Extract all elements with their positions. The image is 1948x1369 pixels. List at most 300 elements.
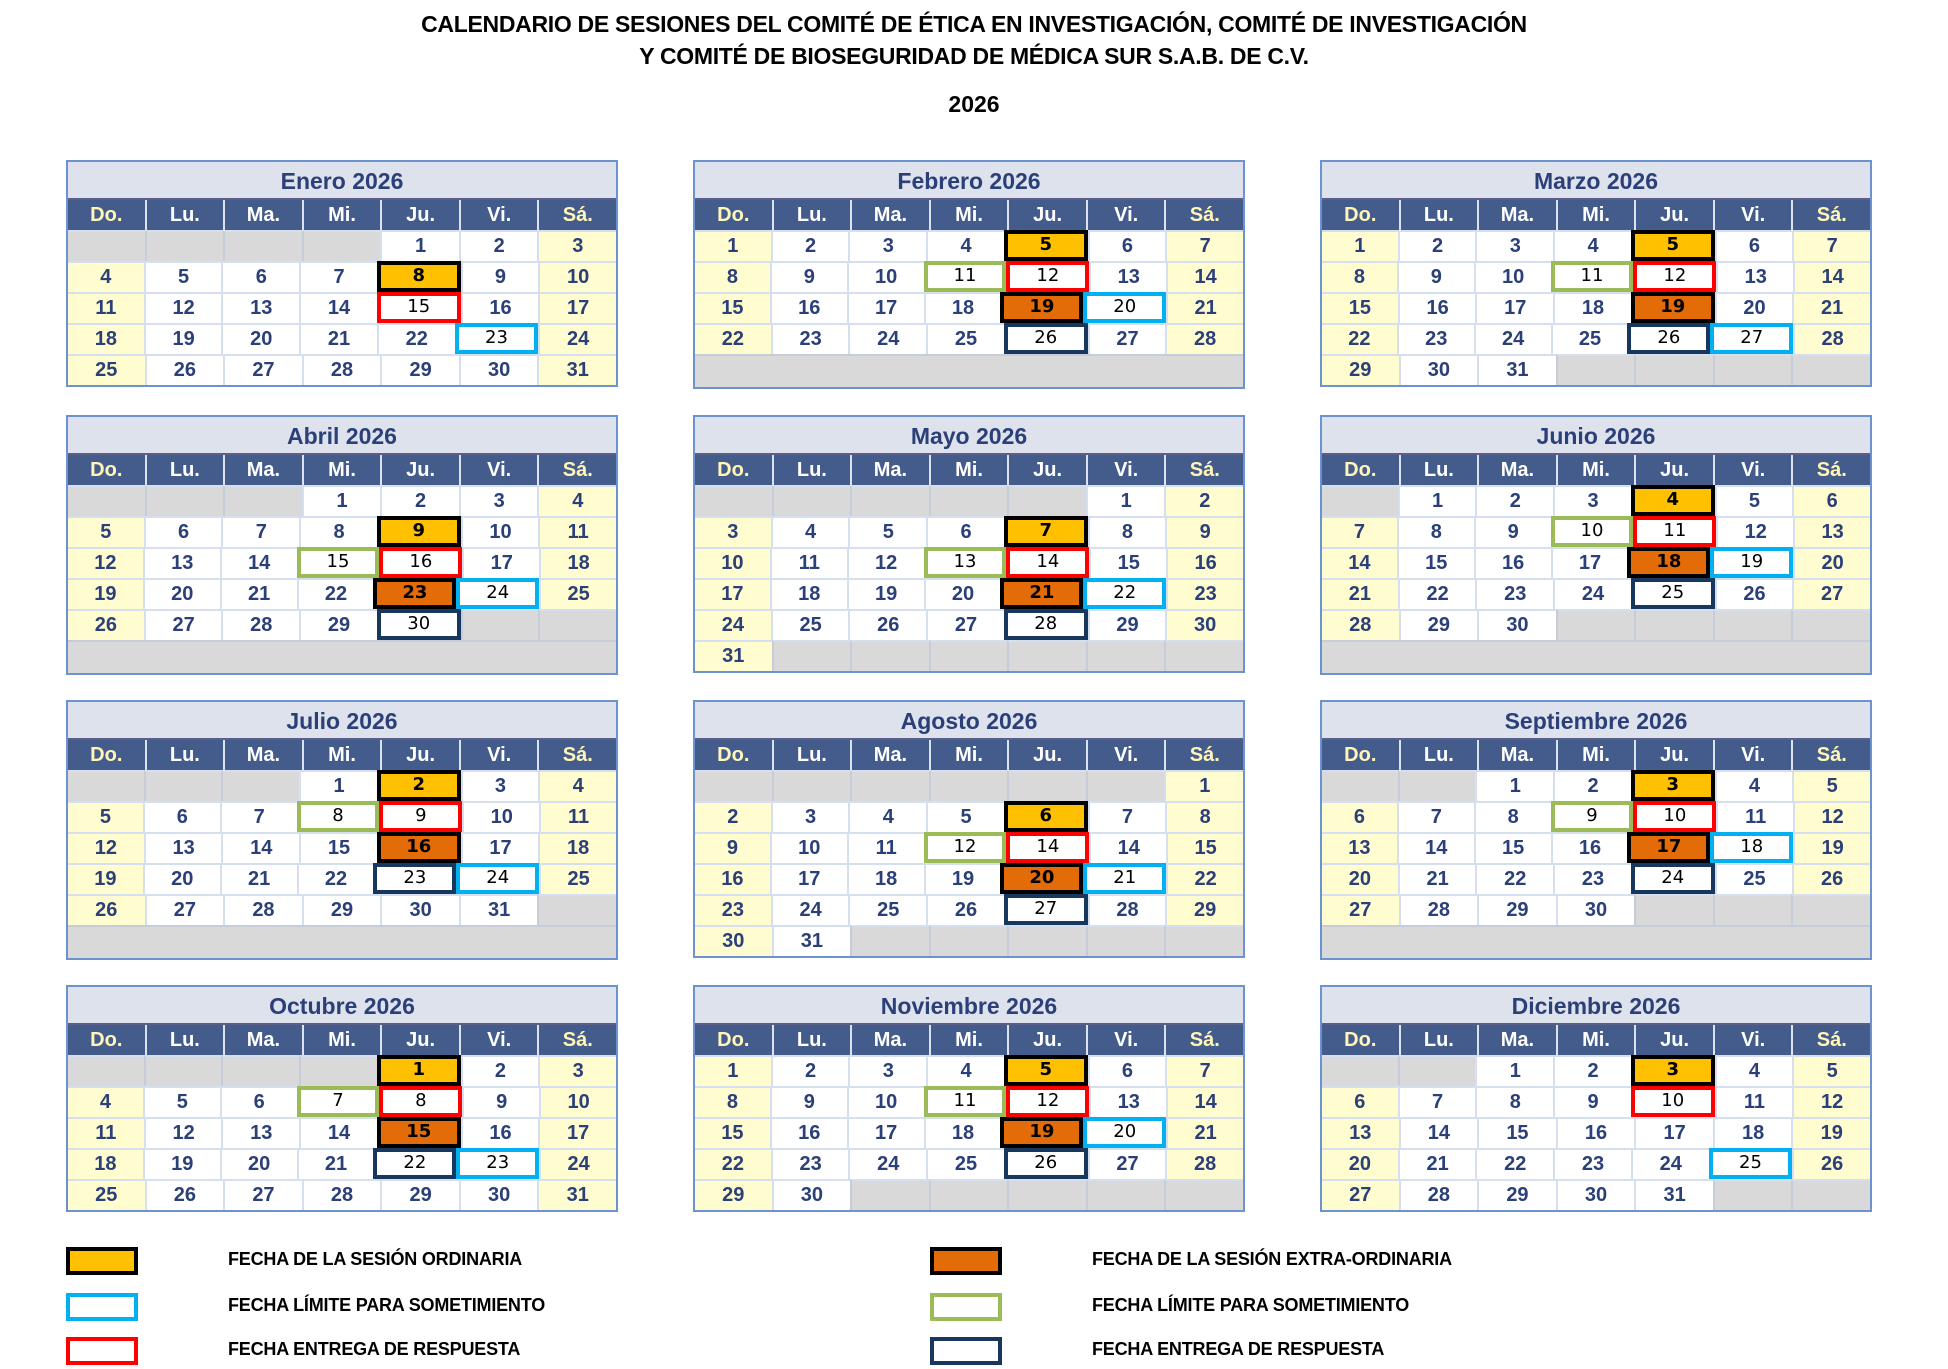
day-cell: 7 [1792,230,1870,261]
day-cell: 6 [1088,1055,1166,1086]
day-cell: 7 [1165,1055,1243,1086]
day-cell-ordinary-session: 4 [1631,485,1715,516]
day-cell: 20 [1322,863,1398,894]
weekday-label: Vi. [1086,1025,1165,1055]
day-cell-submission-deadline: 23 [455,323,539,354]
day-cell: 28 [1088,894,1166,925]
empty-day-cell [1007,485,1086,516]
day-cell: 19 [924,863,1001,894]
day-cell: 3 [771,801,849,832]
weekday-label: Vi. [1713,455,1792,485]
day-cell-submission-deadline: 9 [1551,801,1634,832]
legend-response-delivery-red [66,1333,138,1369]
weekday-label: Lu. [772,740,851,770]
week-row [695,323,1243,354]
day-cell: 26 [68,894,145,925]
day-cell: 15 [1397,547,1474,578]
day-cell-response-delivery: 10 [1633,801,1716,832]
empty-day-cell [1322,1055,1398,1086]
empty-day-cell [68,230,145,261]
legend-label-submission-cyan: FECHA LÍMITE PARA SOMETIMIENTO [228,1295,545,1315]
empty-day-cell [1086,640,1165,671]
legend-label-response-red: FECHA ENTREGA DE RESPUESTA [228,1339,521,1359]
day-cell: 9 [695,832,770,863]
day-cell: 8 [695,1086,770,1117]
day-cell: 18 [847,863,924,894]
day-cell: 12 [144,292,222,323]
day-cell: 10 [1474,261,1551,292]
day-cell: 21 [1398,1148,1476,1179]
day-cell: 4 [1553,230,1631,261]
week-row [695,516,1243,547]
day-cell: 6 [1322,1086,1398,1117]
empty-day-cell [850,770,929,801]
day-cell: 3 [695,516,771,547]
day-cell: 2 [1398,230,1476,261]
month-title: Agosto 2026 [695,702,1243,740]
weekday-label: Ma. [223,1025,302,1055]
day-cell: 30 [1556,1179,1635,1210]
day-cell: 30 [772,1179,851,1210]
weekday-label: Do. [1344,204,1377,226]
day-cell: 13 [1089,261,1166,292]
day-cell: 8 [1088,516,1166,547]
week-row [68,1179,616,1210]
day-cell: 10 [462,801,539,832]
day-cell-submission-deadline: 20 [1083,292,1166,323]
empty-day-cell [299,1055,377,1086]
day-cell: 22 [297,578,374,609]
day-cell-submission-deadline: 10 [1551,516,1634,547]
day-cell: 7 [221,516,299,547]
day-cell-response-delivery: 14 [1006,547,1089,578]
day-cell-response-delivery: 10 [1631,1086,1715,1117]
day-cell: 30 [1399,354,1478,385]
day-cell: 30 [459,354,538,385]
legend-label-response-navy: FECHA ENTREGA DE RESPUESTA [1092,1339,1385,1359]
day-cell: 2 [695,801,771,832]
week-row [695,925,1243,956]
weekday-label: Mi. [1556,740,1635,770]
legend-swatch-extraordinary-icon [930,1247,1002,1275]
day-cell: 14 [1397,832,1474,863]
week-row [68,485,616,516]
empty-day-cell [1086,925,1165,956]
weekday-header-row [1322,740,1870,770]
week-row [1322,1117,1870,1148]
weekday-label: Vi. [459,740,538,770]
week-row [68,292,616,323]
day-cell: 29 [380,1179,459,1210]
month-title: Diciembre 2026 [1322,987,1870,1025]
day-cell: 28 [302,1179,381,1210]
weekday-label: Vi. [459,455,538,485]
day-cell: 24 [539,1148,616,1179]
empty-day-cell [223,485,302,516]
month-calendar [66,700,618,960]
day-cell: 19 [1793,832,1870,863]
day-cell: 15 [299,832,377,863]
weekday-label: Lu. [145,1025,224,1055]
day-cell: 16 [770,1117,847,1148]
empty-week-filler [68,640,616,673]
week-row [695,1086,1243,1117]
legend-label-extraordinary: FECHA DE LA SESIÓN EXTRA-ORDINARIA [1092,1249,1452,1269]
week-row [695,770,1243,801]
week-row [1322,547,1870,578]
weekday-label: Ju. [1634,740,1713,770]
day-cell-response-delivery: 12 [1633,261,1716,292]
day-cell: 30 [380,894,459,925]
month-calendar [66,160,618,387]
day-cell-ordinary-session: 6 [1004,801,1088,832]
day-cell: 14 [1399,1117,1478,1148]
legend-label-ordinary: FECHA DE LA SESIÓN ORDINARIA [228,1249,523,1269]
day-cell: 26 [145,354,224,385]
day-cell: 1 [1164,770,1243,801]
day-cell: 6 [1322,801,1397,832]
day-cell: 20 [221,323,299,354]
month-calendar [1320,160,1872,387]
day-cell: 18 [68,1148,143,1179]
empty-day-cell [461,609,539,640]
empty-day-cell [929,485,1008,516]
week-row [68,1055,616,1086]
weekday-label: Vi. [459,1025,538,1055]
day-cell: 8 [1474,801,1551,832]
day-cell: 28 [1399,1179,1478,1210]
day-cell: 24 [771,894,849,925]
month-title: Septiembre 2026 [1322,702,1870,740]
day-cell: 23 [1553,863,1631,894]
day-cell: 24 [1474,323,1551,354]
day-cell: 8 [1397,516,1474,547]
day-cell-response-delivery: 27 [1004,894,1088,925]
empty-day-cell [1164,640,1243,671]
day-cell: 9 [770,1086,847,1117]
day-cell: 15 [695,1117,770,1148]
day-cell: 23 [771,1148,849,1179]
weekday-label: Lu. [772,455,851,485]
day-cell: 23 [1553,1148,1631,1179]
day-cell: 15 [1089,547,1166,578]
day-cell: 29 [1477,894,1556,925]
weekday-label: Sá. [1791,200,1870,230]
day-cell: 27 [1322,1179,1399,1210]
day-cell: 18 [539,547,616,578]
document-title-line-1: CALENDARIO DE SESIONES DEL COMITÉ DE ÉTICA EN INVESTIGACIÓN, COMITÉ DE INVESTIGACIÓN [421,11,1527,37]
legend-submission-deadline-cyan [66,1289,138,1325]
day-cell: 25 [771,609,849,640]
day-cell: 19 [143,1148,220,1179]
day-cell-response-delivery: 12 [1006,1086,1089,1117]
day-cell: 27 [1088,1148,1166,1179]
day-cell: 13 [221,1117,299,1148]
day-cell-response-delivery: 23 [373,863,456,894]
legend-swatch-red-icon [66,1337,138,1365]
day-cell: 2 [771,230,849,261]
day-cell-response-delivery: 14 [1006,832,1089,863]
day-cell-submission-deadline: 8 [297,801,380,832]
day-cell: 8 [299,516,377,547]
day-cell: 23 [695,894,771,925]
day-cell-submission-deadline: 24 [456,863,539,894]
day-cell: 29 [1399,609,1478,640]
empty-day-cell [1556,354,1635,385]
day-cell: 6 [144,516,222,547]
week-row [695,863,1243,894]
empty-day-cell [1713,354,1792,385]
day-cell: 28 [1399,894,1478,925]
day-cell: 6 [143,801,220,832]
day-cell: 10 [770,832,847,863]
empty-day-cell [68,1055,144,1086]
empty-day-cell [1791,609,1870,640]
day-cell: 22 [377,323,455,354]
week-row [1322,261,1870,292]
day-cell-ordinary-session: 5 [1004,1055,1088,1086]
weekday-label: Do. [1344,459,1377,481]
day-cell: 1 [1475,770,1553,801]
day-cell: 2 [1553,1055,1631,1086]
weekday-label: Ju. [1634,1025,1713,1055]
day-cell: 17 [461,832,539,863]
day-cell: 31 [1477,354,1556,385]
day-cell-ordinary-session: 3 [1631,1055,1715,1086]
day-cell: 30 [459,1179,538,1210]
day-cell: 3 [848,230,926,261]
day-cell: 20 [143,578,220,609]
day-cell: 8 [1165,801,1243,832]
day-cell: 14 [221,832,299,863]
day-cell: 22 [1322,323,1397,354]
weekday-label: Lu. [1399,740,1478,770]
weekday-label: Mi. [302,740,381,770]
weekday-label: Do. [90,744,123,766]
weekday-label: Mi. [1556,455,1635,485]
day-cell: 15 [695,292,770,323]
weekday-header-row [1322,1025,1870,1055]
empty-day-cell [145,485,224,516]
weekday-label: Mi. [929,455,1008,485]
day-cell: 11 [770,547,847,578]
weekday-label: Ju. [380,740,459,770]
day-cell: 31 [772,925,851,956]
month-title: Junio 2026 [1322,417,1870,455]
weekday-label: Sá. [1791,455,1870,485]
legend-swatch-ordinary-icon [66,1247,138,1275]
day-cell-submission-deadline: 21 [1083,863,1166,894]
weekday-label: Vi. [1086,740,1165,770]
day-cell: 30 [1165,609,1243,640]
weekday-label: Vi. [1713,1025,1792,1055]
weekday-label: Ma. [850,740,929,770]
empty-day-cell [1713,1179,1792,1210]
month-calendar [1320,415,1872,675]
empty-day-cell [1086,770,1165,801]
day-cell: 18 [770,578,847,609]
empty-day-cell [68,770,144,801]
day-cell: 1 [380,230,459,261]
weekday-label: Lu. [145,200,224,230]
day-cell: 24 [1631,1148,1709,1179]
day-cell: 7 [1165,230,1243,261]
week-row [1322,1179,1870,1210]
week-row [1322,485,1870,516]
week-row [695,640,1243,671]
weekday-label: Do. [90,204,123,226]
day-cell: 10 [461,516,539,547]
week-row [1322,516,1870,547]
weekday-label: Ju. [1007,740,1086,770]
day-cell-ordinary-session: 3 [1631,770,1715,801]
day-cell: 14 [1166,1086,1243,1117]
empty-day-cell [1164,925,1243,956]
day-cell: 21 [1398,863,1476,894]
day-cell: 12 [847,547,924,578]
week-row [68,578,616,609]
weekday-label: Ju. [1634,455,1713,485]
month-calendar [693,700,1245,958]
day-cell: 6 [221,261,299,292]
day-cell-extraordinary-session: 19 [1000,1117,1083,1148]
weekday-label: Do. [1344,1029,1377,1051]
day-cell: 1 [1475,1055,1553,1086]
week-row [695,292,1243,323]
day-cell: 5 [1792,1055,1870,1086]
day-cell: 27 [144,609,222,640]
weekday-header-row [695,740,1243,770]
weekday-header-row [1322,455,1870,485]
day-cell: 25 [848,894,926,925]
weekday-label: Mi. [1556,200,1635,230]
weekday-label: Ju. [1634,200,1713,230]
empty-day-cell [929,1179,1008,1210]
day-cell: 7 [1322,516,1397,547]
week-row [1322,801,1870,832]
day-cell: 30 [1556,894,1635,925]
weekday-label: Ma. [223,455,302,485]
day-cell: 9 [1474,516,1551,547]
week-row [68,801,616,832]
day-cell: 20 [220,1148,297,1179]
day-cell: 11 [1716,801,1793,832]
day-cell: 21 [299,323,377,354]
day-cell: 28 [1165,323,1243,354]
weekday-header-row [68,1025,616,1055]
day-cell: 13 [221,292,299,323]
day-cell: 21 [220,578,297,609]
legend-swatch-navy-icon [930,1337,1002,1365]
day-cell-extraordinary-session: 16 [377,832,461,863]
weekday-label: Ma. [1477,200,1556,230]
week-row [695,230,1243,261]
day-cell: 26 [926,894,1004,925]
weekday-label: Lu. [145,740,224,770]
day-cell: 4 [1715,1055,1793,1086]
day-cell: 1 [299,770,377,801]
weekday-label: Vi. [459,200,538,230]
day-cell: 2 [380,485,459,516]
day-cell: 5 [144,261,222,292]
weekday-label: Ma. [850,200,929,230]
day-cell: 21 [220,863,297,894]
day-cell: 27 [145,894,224,925]
week-row [68,354,616,385]
day-cell: 1 [302,485,381,516]
day-cell: 30 [1477,609,1556,640]
empty-day-cell [929,925,1008,956]
day-cell-ordinary-session: 9 [377,516,461,547]
day-cell: 2 [461,1055,539,1086]
month-calendar [1320,985,1872,1212]
week-row [695,485,1243,516]
day-cell: 4 [537,485,616,516]
day-cell: 2 [1475,485,1553,516]
day-cell: 24 [848,323,926,354]
day-cell: 5 [1792,770,1870,801]
weekday-label: Ju. [380,1025,459,1055]
weekday-label: Sá. [1791,1025,1870,1055]
day-cell-submission-deadline: 11 [924,261,1007,292]
day-cell-response-delivery: 26 [1627,323,1710,354]
day-cell-response-delivery: 26 [1004,1148,1088,1179]
weekday-label: Vi. [1713,200,1792,230]
day-cell: 29 [380,354,459,385]
day-cell: 17 [695,578,770,609]
day-cell: 22 [695,1148,771,1179]
week-row [68,516,616,547]
legend-submission-deadline-green [930,1289,1002,1325]
week-row [68,770,616,801]
day-cell: 16 [1398,292,1476,323]
weekday-label: Sá. [537,455,616,485]
empty-day-cell [1007,925,1086,956]
day-cell: 3 [537,230,616,261]
month-title: Febrero 2026 [695,162,1243,200]
weekday-label: Ma. [223,740,302,770]
week-row [68,832,616,863]
legend-response-delivery-navy [930,1333,1002,1369]
day-cell-extraordinary-session: 19 [1000,292,1083,323]
day-cell: 13 [1793,516,1870,547]
day-cell: 16 [695,863,770,894]
day-cell-extraordinary-session: 21 [1000,578,1083,609]
month-calendar [66,985,618,1212]
day-cell: 9 [1397,261,1474,292]
day-cell: 19 [68,863,143,894]
day-cell: 15 [1477,1117,1556,1148]
empty-week-filler [1322,640,1870,673]
weekday-header-row [695,455,1243,485]
day-cell: 16 [1474,547,1551,578]
document-year: 2026 [948,91,1000,117]
week-row [68,1117,616,1148]
day-cell: 31 [1634,1179,1713,1210]
month-title: Enero 2026 [68,162,616,200]
day-cell: 2 [1553,770,1631,801]
empty-day-cell [695,485,772,516]
day-cell: 14 [1166,261,1243,292]
day-cell: 13 [143,547,220,578]
empty-day-cell [1322,770,1398,801]
day-cell: 4 [926,230,1004,261]
day-cell: 16 [461,292,539,323]
day-cell: 4 [1715,770,1793,801]
week-row [695,609,1243,640]
day-cell: 22 [297,863,374,894]
day-cell: 22 [1475,863,1553,894]
